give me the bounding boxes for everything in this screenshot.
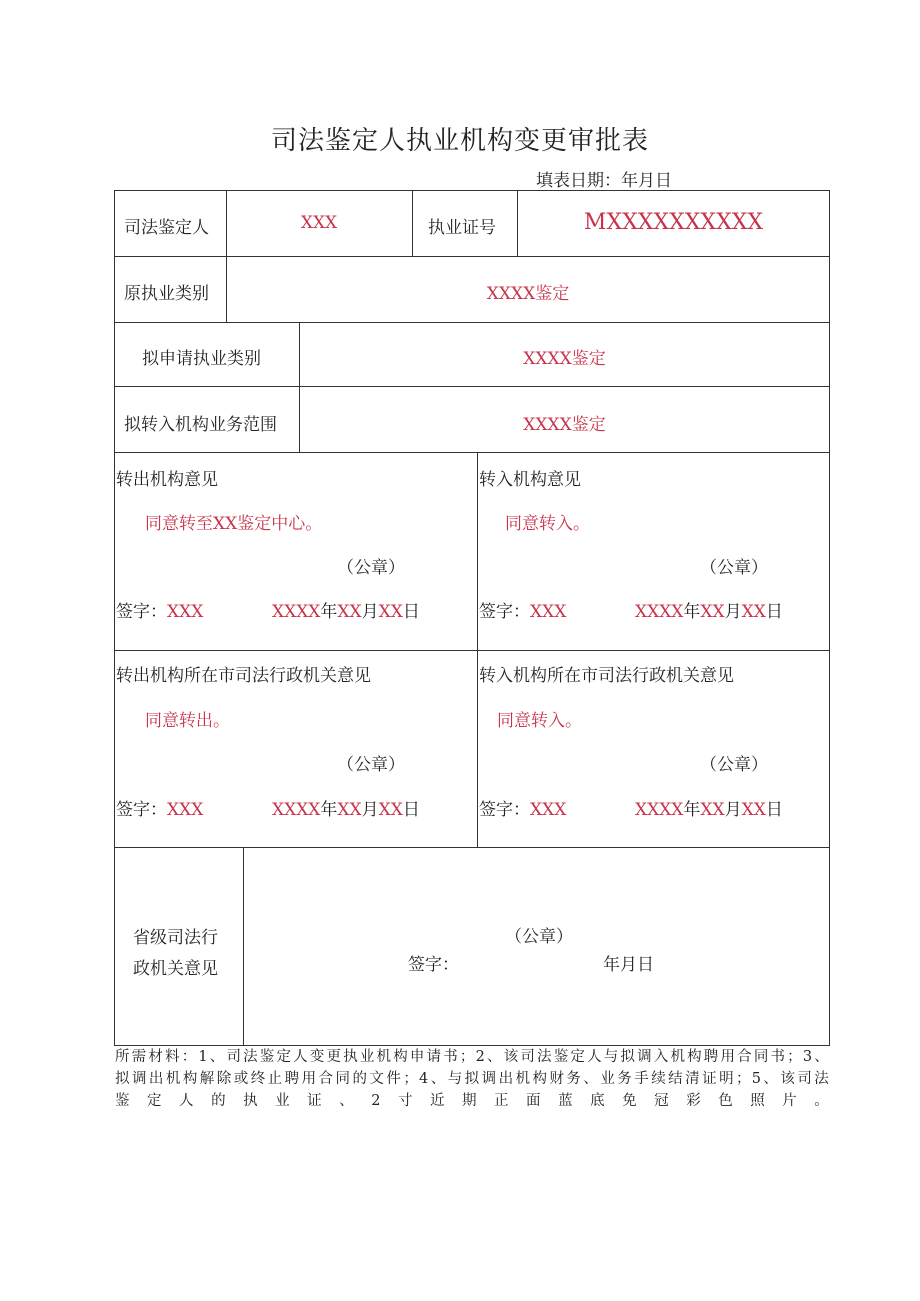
out-org-seal: （公章）: [337, 558, 405, 578]
scope-label: 拟转入机构业务范围: [124, 415, 277, 435]
in-city-date: XXXX年XX月XX日: [635, 800, 783, 820]
in-org-seal: （公章）: [700, 558, 768, 578]
out-city-text: 同意转出。: [145, 711, 230, 731]
in-city-seal: （公章）: [700, 755, 768, 775]
required-materials-note: 所需材料：1、司法鉴定人变更执业机构申请书；2、该司法鉴定人与拟调入机构聘用合同书；3、 拟调出机构解除或终止聘用合同的文件；4、与拟调出机构财务、业务手续结清证明；5、该司法 鉴定人的执业证、2寸近期正面蓝底免冠彩色照片。: [115, 1049, 830, 1109]
in-city-text: 同意转入。: [497, 711, 582, 731]
out-city-date: XXXX年XX月XX日: [272, 800, 420, 820]
province-label-line2: 政机关意见: [133, 959, 218, 979]
province-date: 年月日: [603, 955, 654, 975]
province-sign: 签字：: [408, 955, 459, 975]
original-category-label: 原执业类别: [124, 284, 209, 304]
out-org-sign: 签字：XXX: [116, 602, 204, 622]
out-org-date: XXXX年XX月XX日: [272, 602, 420, 622]
province-seal: （公章）: [505, 927, 573, 947]
proposed-category-value: XXXX鉴定: [523, 349, 606, 369]
out-city-seal: （公章）: [337, 755, 405, 775]
in-city-heading: 转入机构所在市司法行政机关意见: [479, 666, 734, 686]
proposed-category-label: 拟申请执业类别: [142, 349, 261, 369]
license-value: MXXXXXXXXXX: [583, 210, 764, 235]
appraiser-value: XXX: [300, 213, 338, 233]
original-category-value: XXXX鉴定: [486, 284, 570, 304]
out-city-sign: 签字：XXX: [116, 800, 204, 820]
out-org-text: 同意转至XX鉴定中心。: [145, 514, 323, 534]
out-city-heading: 转出机构所在市司法行政机关意见: [116, 666, 371, 686]
fill-date: 填表日期：年月日: [536, 171, 672, 191]
license-label: 执业证号: [428, 218, 496, 238]
in-org-heading: 转入机构意见: [479, 470, 581, 490]
in-org-text: 同意转入。: [505, 514, 590, 534]
in-org-date: XXXX年XX月XX日: [635, 602, 783, 622]
in-org-sign: 签字：XXX: [479, 602, 567, 622]
province-label-line1: 省级司法行: [133, 928, 218, 948]
page-title: 司法鉴定人执业机构变更审批表: [270, 126, 649, 156]
scope-value: XXXX鉴定: [523, 415, 606, 435]
appraiser-label: 司法鉴定人: [124, 218, 209, 238]
out-org-heading: 转出机构意见: [116, 470, 218, 490]
in-city-sign: 签字：XXX: [479, 800, 567, 820]
